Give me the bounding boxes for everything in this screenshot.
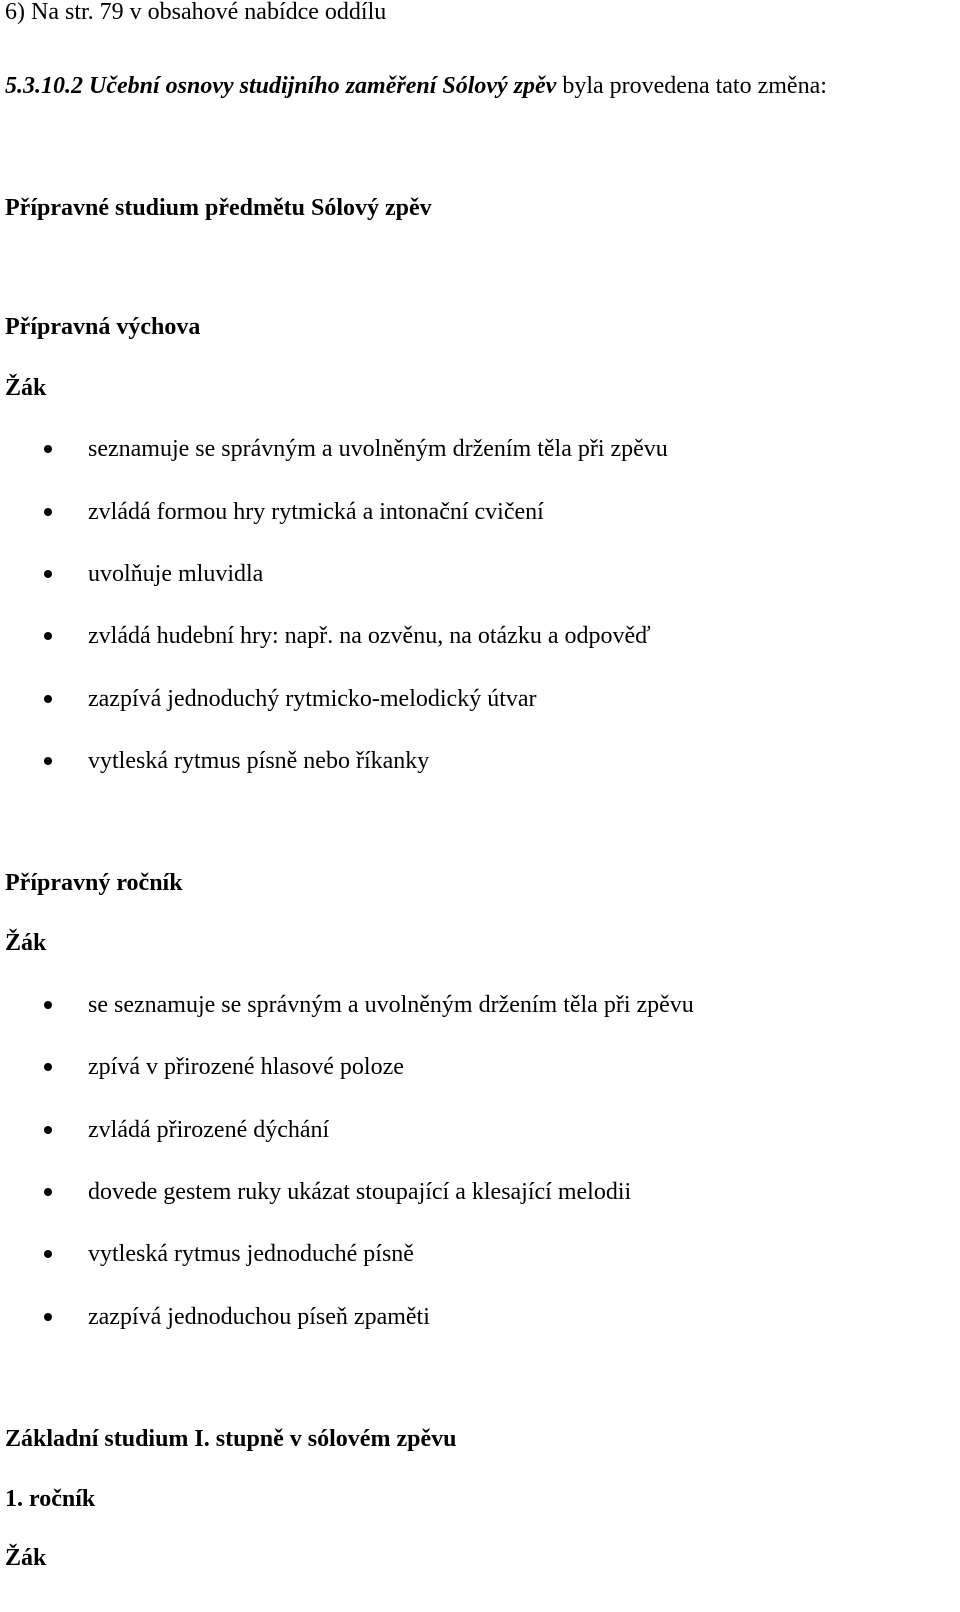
bullet-icon [44,445,52,453]
basic-study-subject: Žák [5,1545,47,1571]
prep-education-subject: Žák [5,375,47,401]
intro-line-2 [5,72,827,100]
curriculum-section-title: 5.3.10.2 Učební osnovy studijního zaměření Sólový zpěv [5,73,557,99]
bullet-icon [44,1063,52,1071]
change-note: byla provedena tato změna: [556,73,827,99]
bullet-icon [44,570,52,578]
bullet-icon [44,1250,52,1258]
prep-education-title: Přípravná výchova [5,314,201,340]
bullet-icon [44,1001,52,1009]
prep-year-title: Přípravný ročník [5,870,183,896]
bullet-icon [44,632,52,640]
bullet-icon [44,508,52,516]
bullet-icon [44,1188,52,1196]
intro-line-1: 6) Na str. 79 v obsahové nabídce oddílu [5,0,387,25]
bullet-icon [44,1313,52,1321]
main-heading: Přípravné studium předmětu Sólový zpěv [5,195,432,221]
prep-year-subject: Žák [5,930,47,956]
basic-study-year: 1. ročník [5,1486,96,1512]
bullet-icon [44,695,52,703]
bullet-icon [44,1126,52,1134]
bullet-icon [44,757,52,765]
basic-study-title: Základní studium I. stupně v sólovém zpěvu [5,1426,457,1452]
